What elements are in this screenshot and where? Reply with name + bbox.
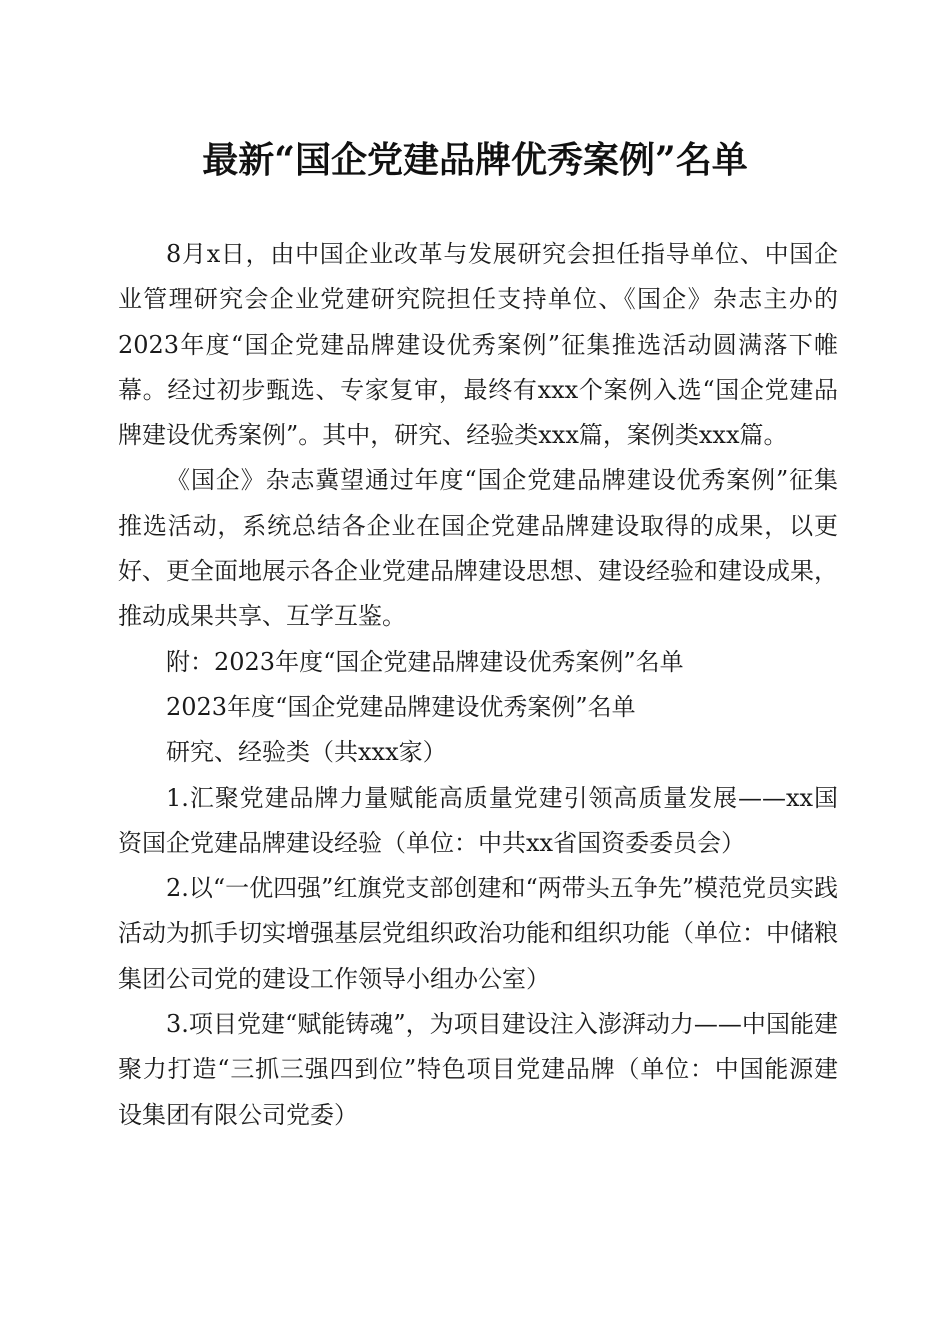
list-item: 2.以“一优四强”红旗党支部创建和“两带头五争先”模范党员实践活动为抓手切实增强基层党组织政治功能和组织功能（单位：中储粮集团公司党的建设工作领导小组办公室） (118, 874, 838, 993)
list-item: 3.项目党建“赋能铸魂”，为项目建设注入澎湃动力——中国能建聚力打造“三抓三强四到位”特色项目党建品牌（单位：中国能源建设集团有限公司党委） (118, 1010, 838, 1129)
list-item: 1.汇聚党建品牌力量赋能高质量党建引领高质量发展——xx国资国企党建品牌建设经验（单位：中共xx省国资委委员会） (118, 783, 838, 857)
document-body (118, 232, 838, 1138)
paragraph-purpose: 《国企》杂志冀望通过年度“国企党建品牌建设优秀案例”征集推选活动，系统总结各企业在国企党建品牌建设取得的成果，以更好、更全面地展示各企业党建品牌建设思想、建设经验和建设成果，推动成果共享、互学互鉴。 (118, 466, 838, 631)
document-title: 最新“国企党建品牌优秀案例”名单 (202, 139, 748, 181)
category-heading: 研究、经验类（共xxx家） (166, 738, 447, 767)
paragraph-attachment-note: 附：2023年度“国企党建品牌建设优秀案例”名单 (166, 647, 684, 676)
list-heading: 2023年度“国企党建品牌建设优秀案例”名单 (166, 692, 636, 721)
paragraph-intro: 8月x日，由中国企业改革与发展研究会担任指导单位、中国企业管理研究会企业党建研究院担任支持单位、《国企》杂志主办的2023年度“国企党建品牌建设优秀案例”征集推选活动圆满落下帷幕。经过初步甄选、专家复审，最终有xxx个案例入选“国企党建品牌建设优秀案例”。其中，研究、经验类xxx篇，案例类xxx篇。 (118, 240, 838, 450)
